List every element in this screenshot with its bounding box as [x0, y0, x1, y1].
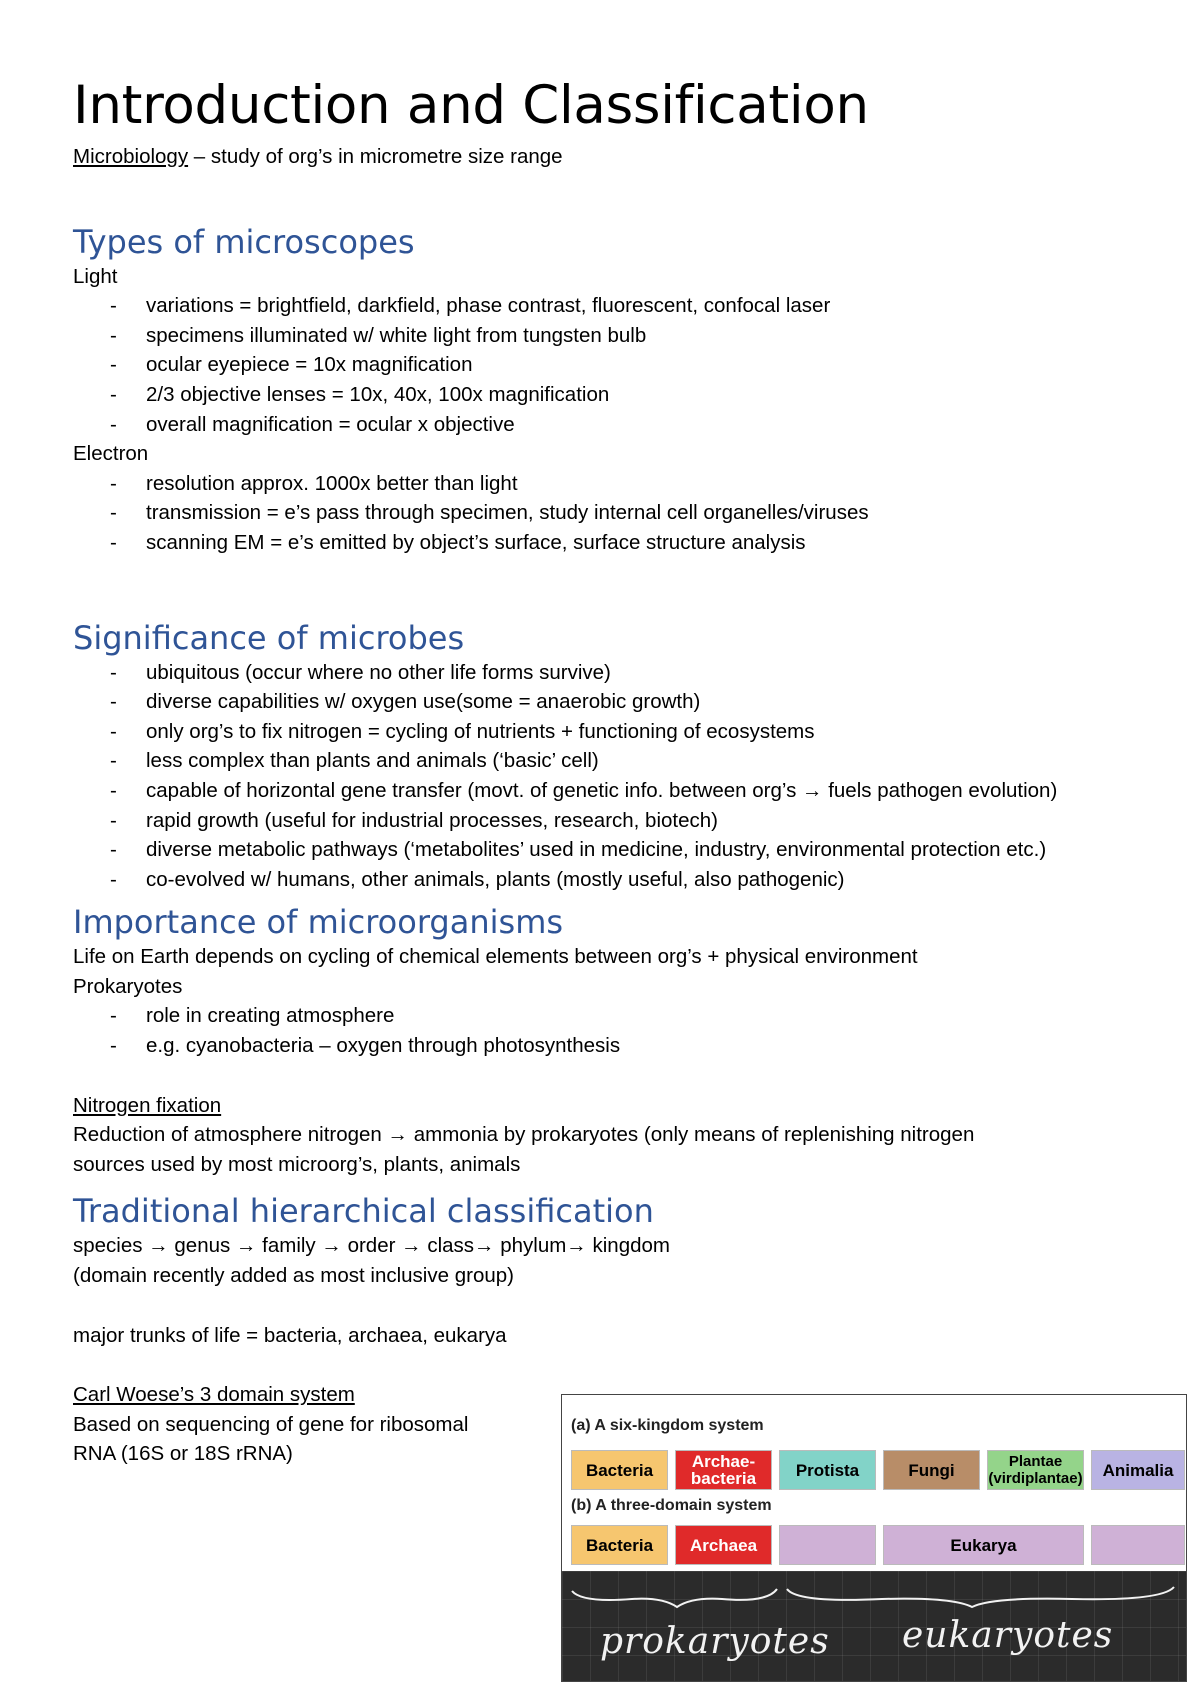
light-list	[73, 291, 1133, 439]
nitrogen-line-1: Reduction of atmosphere nitrogen → ammonia by prokaryotes (only means of replenishing nitrogen	[73, 1123, 975, 1147]
six-kingdom-label: (a) A six-kingdom system	[571, 1417, 764, 1434]
woese-line-2: RNA (16S or 18S rRNA)	[73, 1442, 293, 1466]
box-plantae: Plantae (virdiplantae)	[987, 1450, 1084, 1490]
list-item: - rapid growth (useful for industrial processes, research, biotech)	[73, 806, 1133, 836]
woese-line-1: Based on sequencing of gene for ribosomal	[73, 1412, 469, 1436]
list-item: - resolution approx. 1000x better than light	[73, 469, 1133, 499]
box-animalia: Animalia	[1091, 1450, 1185, 1490]
document-page	[73, 70, 1133, 1469]
box-bacteria: Bacteria	[571, 1450, 668, 1490]
box-eukarya-part	[779, 1525, 876, 1565]
list-item: - co-evolved w/ humans, other animals, plants (mostly useful, also pathogenic)	[73, 865, 1133, 895]
nitrogen-line-2: sources used by most microorg’s, plants, animals	[73, 1152, 521, 1176]
significance-heading: Significance of microbes	[73, 618, 465, 657]
box-fungi: Fungi	[883, 1450, 980, 1490]
intro-line	[73, 142, 1133, 172]
prokaryotes-list	[73, 1001, 1133, 1060]
page-title: Introduction and Classification	[73, 75, 869, 136]
list-item: - transmission = e’s pass through specimen, study internal cell organelles/viruses	[73, 498, 1133, 528]
intro-term: Microbiology	[73, 145, 189, 168]
list-item: - capable of horizontal gene transfer (movt. of genetic info. between org’s → fuels pathogen evolution)	[73, 776, 1126, 806]
brace-lines	[562, 1577, 1186, 1617]
trunks-line: major trunks of life = bacteria, archaea, eukarya	[73, 1323, 507, 1347]
list-item: - scanning EM = e’s emitted by object’s surface, surface structure analysis	[73, 528, 1133, 558]
electron-list	[73, 469, 1133, 558]
importance-heading: Importance of microorganisms	[73, 903, 564, 942]
figure-diagram	[562, 1395, 1186, 1571]
list-item: - 2/3 objective lenses = 10x, 40x, 100x magnification	[73, 380, 1133, 410]
handwritten-note	[562, 1571, 1186, 1681]
list-item: - e.g. cyanobacteria – oxygen through photosynthesis	[73, 1031, 1133, 1061]
significance-list	[73, 658, 1133, 895]
classification-heading: Traditional hierarchical classification	[73, 1192, 654, 1231]
hand-eukaryotes: eukaryotes	[902, 1615, 1114, 1656]
list-item: - diverse capabilities w/ oxygen use(some = anaerobic growth)	[73, 687, 1133, 717]
woese-heading: Carl Woese’s 3 domain system	[73, 1383, 355, 1407]
box-protista: Protista	[779, 1450, 876, 1490]
list-item: - less complex than plants and animals (‘basic’ cell)	[73, 746, 1133, 776]
box-eukarya-domain: Eukarya	[883, 1525, 1084, 1565]
intro-rest: – study of org’s in micrometre size range	[188, 145, 563, 168]
list-item: - role in creating atmosphere	[73, 1001, 1133, 1031]
prokaryotes-label: Prokaryotes	[73, 974, 183, 998]
box-archaea-domain: Archaea	[675, 1525, 772, 1565]
box-eukarya-part	[1091, 1525, 1185, 1565]
three-domain-label: (b) A three-domain system	[571, 1497, 772, 1514]
list-item: - specimens illuminated w/ white light from tungsten bulb	[73, 321, 1133, 351]
list-item: - ocular eyepiece = 10x magnification	[73, 350, 1133, 380]
light-label: Light	[73, 264, 118, 288]
box-archaebacteria: Archae- bacteria	[675, 1450, 772, 1490]
list-item: - variations = brightfield, darkfield, phase contrast, fluorescent, confocal laser	[73, 291, 1133, 321]
list-item: - diverse metabolic pathways (‘metabolites’ used in medicine, industry, environmental protection etc.)	[73, 835, 1146, 865]
nitrogen-heading: Nitrogen fixation	[73, 1093, 222, 1117]
importance-line: Life on Earth depends on cycling of chemical elements between org’s + physical environment	[73, 945, 918, 969]
electron-label: Electron	[73, 442, 149, 466]
classification-line-2: (domain recently added as most inclusive group)	[73, 1264, 514, 1288]
hand-prokaryotes: prokaryotes	[600, 1621, 830, 1662]
microscopes-heading: Types of microscopes	[73, 222, 415, 261]
list-item: - overall magnification = ocular x objective	[73, 410, 1133, 440]
classification-line-1: species → genus → family → order → class→ phylum→ kingdom	[73, 1234, 670, 1258]
classification-figure	[561, 1394, 1187, 1682]
list-item: - ubiquitous (occur where no other life forms survive)	[73, 658, 1133, 688]
list-item: - only org’s to fix nitrogen = cycling of nutrients + functioning of ecosystems	[73, 717, 1133, 747]
box-bacteria-domain: Bacteria	[571, 1525, 668, 1565]
